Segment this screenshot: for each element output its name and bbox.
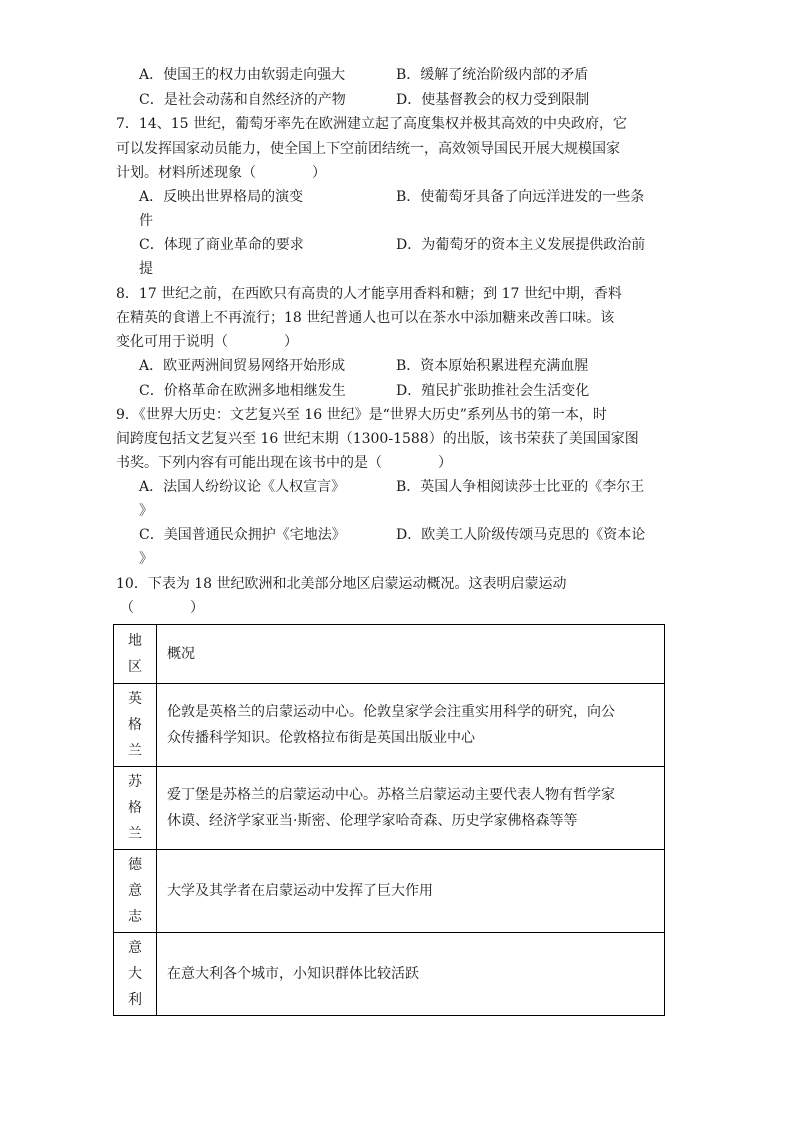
desc-line: 爱丁堡是苏格兰的启蒙运动中心。苏格兰启蒙运动主要代表人物有哲学家	[167, 787, 615, 803]
q7-option-d: D．为葡萄牙的资本主义发展提供政治前	[396, 237, 646, 253]
desc-line: 众传播科学知识。伦敦格拉布街是英国出版业中心	[167, 730, 475, 746]
region-char: 意	[128, 940, 142, 956]
header-region-char: 区	[128, 659, 142, 675]
region-cell-scotland	[114, 767, 157, 850]
table-header-row	[114, 625, 665, 684]
q7-option-b: B．使葡萄牙具备了向远洋进发的一些条	[396, 189, 645, 205]
q8-option-b: B．资本原始积累进程充满血腥	[396, 358, 589, 374]
region-char: 利	[128, 992, 142, 1008]
q6-option-c: C．是社会动荡和自然经济的产物	[139, 92, 346, 108]
region-cell-england	[114, 684, 157, 767]
q9-option-d-wrap: 》	[139, 551, 153, 567]
region-char: 大	[128, 966, 142, 982]
q10-stem-line-1: 10．下表为 18 世纪欧洲和北美部分地区启蒙运动概况。这表明启蒙运动	[116, 576, 567, 592]
header-desc-cell: 概况	[157, 625, 665, 684]
desc-cell-scotland	[157, 767, 665, 850]
region-char: 格	[128, 717, 142, 733]
q7-option-a: A．反映出世界格局的演变	[139, 189, 304, 205]
q7-option-d-wrap: 提	[139, 261, 153, 277]
region-char: 德	[128, 857, 142, 873]
table-row	[114, 850, 665, 933]
q7-stem-line-2: 可以发挥国家动员能力，使全国上下空前团结统一，高效领导国民开展大规模国家	[116, 141, 620, 157]
region-char: 苏	[128, 774, 142, 790]
region-char: 格	[128, 800, 142, 816]
q7-stem-line-3: 计划。材料所述现象（ ）	[116, 165, 326, 181]
q9-stem-line-2: 间跨度包括文艺复兴至 16 世纪末期（1300-1588）的出版，该书荣获了美国国家图	[116, 431, 639, 447]
region-cell-germany	[114, 850, 157, 933]
q8-stem-line-2: 在精英的食谱上不再流行；18 世纪普通人也可以在茶水中添加糖来改善口味。该	[116, 310, 615, 326]
q10-stem-line-2: （ ）	[120, 600, 204, 616]
q6-option-b: B．缓解了统治阶级内部的矛盾	[396, 67, 589, 83]
table-row	[114, 684, 665, 767]
desc-line: 休谟、经济学家亚当·斯密、伦理学家哈奇森、历史学家佛格森等等	[167, 813, 578, 829]
q9-option-c: C．美国普通民众拥护《宅地法》	[139, 527, 346, 543]
region-char: 兰	[128, 826, 142, 842]
enlightenment-table	[113, 624, 665, 1016]
q9-option-b-wrap: 》	[139, 503, 153, 519]
q8-stem-line-1: 8．17 世纪之前，在西欧只有高贵的人才能享用香料和糖；到 17 世纪中期，香料	[116, 286, 622, 302]
q7-option-c: C．体现了商业革命的要求	[139, 237, 304, 253]
desc-line: 大学及其学者在启蒙运动中发挥了巨大作用	[167, 883, 433, 899]
q9-stem-line-3: 书奖。下列内容有可能出现在该书中的是（ ）	[116, 455, 452, 471]
desc-line: 伦敦是英格兰的启蒙运动中心。伦敦皇家学会注重实用科学的研究，向公	[167, 704, 615, 720]
q8-option-c: C．价格革命在欧洲多地相继发生	[139, 383, 346, 399]
desc-cell-germany	[157, 850, 665, 933]
desc-cell-italy	[157, 933, 665, 1016]
region-char: 兰	[128, 743, 142, 759]
desc-cell-england	[157, 684, 665, 767]
table-row	[114, 933, 665, 1016]
table-row	[114, 767, 665, 850]
q8-option-a: A．欧亚两洲间贸易网络开始形成	[139, 358, 346, 374]
region-char: 英	[128, 691, 142, 707]
q9-option-b: B．英国人争相阅读莎士比亚的《李尔王	[396, 479, 645, 495]
q8-stem-line-3: 变化可用于说明（ ）	[116, 334, 298, 350]
q7-option-b-wrap: 件	[139, 213, 153, 229]
region-char: 志	[128, 909, 142, 925]
desc-line: 在意大利各个城市，小知识群体比较活跃	[167, 966, 419, 982]
q8-option-d: D．殖民扩张助推社会生活变化	[396, 383, 590, 399]
header-region-cell	[114, 625, 157, 684]
q9-stem-line-1: 9．《世界大历史：文艺复兴至 16 世纪》是“世界大历史”系列丛书的第一本，时	[116, 407, 607, 423]
q6-option-a: A．使国王的权力由软弱走向强大	[139, 67, 346, 83]
q6-option-d: D．使基督教会的权力受到限制	[396, 92, 590, 108]
header-region-char: 地	[128, 633, 142, 649]
region-char: 意	[128, 883, 142, 899]
q9-option-d: D．欧美工人阶级传颂马克思的《资本论	[396, 527, 646, 543]
q7-stem-line-1: 7．14、15 世纪，葡萄牙率先在欧洲建立起了高度集权并极其高效的中央政府，它	[116, 116, 627, 132]
region-cell-italy	[114, 933, 157, 1016]
q9-option-a: A．法国人纷纷议论《人权宣言》	[139, 479, 346, 495]
